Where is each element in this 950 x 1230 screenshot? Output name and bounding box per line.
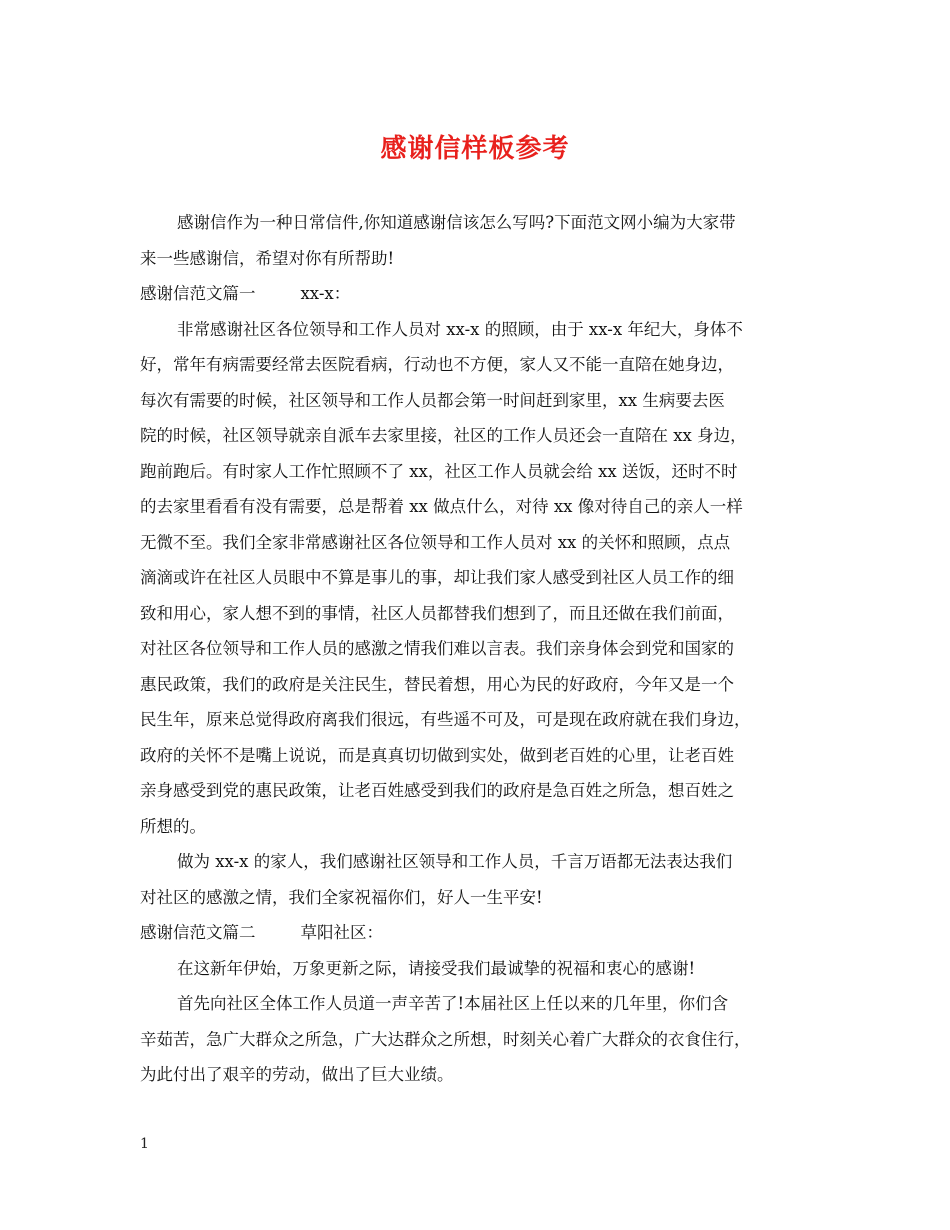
paragraph	[140, 312, 820, 845]
text-line: 的去家里看看有没有需要，总是帮着 xx 做点什么，对待 xx 像对待自己的亲人一样	[140, 497, 743, 516]
text-line: 辛茹苦，急广大群众之所急，广大达群众之所想，时刻关心着广大群众的衣食住行，	[140, 1029, 751, 1049]
salutation: 草阳社区：	[300, 923, 383, 942]
page-number: 1	[140, 1136, 149, 1152]
text-line: 政府的关怀不是嘴上说说，而是真真切切做到实处，做到老百姓的心里，让老百姓	[140, 745, 734, 765]
document-title: 感谢信样板参考	[380, 134, 570, 164]
text-line: 好，常年有病需要经常去医院看病，行动也不方便，家人又不能一直陪在她身边，	[140, 355, 734, 374]
text-line: 跑前跑后。有时家人工作忙照顾不了 xx，社区工作人员就会给 xx 送饭，还时不时	[140, 461, 738, 481]
paragraph	[140, 951, 820, 987]
text-line: 来一些感谢信，希望对你有所帮助!	[140, 248, 395, 268]
text-line: 每次有需要的时候，社区领导和工作人员都会第一时间赶到家里，xx 生病要去医	[140, 390, 725, 410]
text-line: 首先向社区全体工作人员道一声辛苦了!本届社区上任以来的几年里，你们含	[177, 994, 729, 1013]
text-line: 亲身感受到党的惠民政策，让老百姓感受到我们的政府是急百姓之所急，想百姓之	[140, 781, 734, 800]
text-line: 非常感谢社区各位领导和工作人员对 xx-x 的照顾，由于 xx-x 年纪大，身体不	[177, 319, 743, 339]
text-line: 院的时候，社区领导就亲自派车去家里接，社区的工作人员还会一直陪在 xx 身边，	[140, 426, 747, 445]
salutation: xx-x：	[300, 284, 351, 303]
text-line: 对社区的感激之情，我们全家祝福你们，好人一生平安!	[140, 887, 543, 907]
text-line: 所想的。	[140, 816, 206, 836]
text-line: 感谢信作为一种日常信件,你知道感谢信该怎么写吗?下面范文网小编为大家带	[177, 213, 736, 232]
text-line: 对社区各位领导和工作人员的感激之情我们难以言表。我们亲身体会到党和国家的	[140, 639, 734, 658]
text-line: 民生年，原来总觉得政府离我们很远，有些遥不可及，可是现在政府就在我们身边，	[140, 710, 751, 729]
section-heading-2	[140, 915, 820, 951]
text-line: 滴滴或许在社区人员眼中不算是事儿的事，却让我们家人感受到社区人员工作的细	[140, 568, 734, 587]
paragraph	[140, 844, 820, 915]
intro-paragraph	[140, 205, 820, 276]
text-line: 做为 xx-x 的家人，我们感谢社区领导和工作人员，千言万语都无法表达我们	[177, 852, 733, 871]
paragraph	[140, 986, 820, 1093]
text-line: 致和用心，家人想不到的事情，社区人员都替我们想到了，而且还做在我们前面，	[140, 603, 734, 623]
text-line: 为此付出了艰辛的劳动，做出了巨大业绩。	[140, 1065, 454, 1084]
text-line: 在这新年伊始，万象更新之际，请接受我们最诚挚的祝福和衷心的感谢!	[177, 958, 696, 978]
section-title: 感谢信范文篇二	[140, 923, 256, 942]
section-heading-1	[140, 276, 820, 312]
text-line: 惠民政策，我们的政府是关注民生，替民着想，用心为民的好政府，今年又是一个	[140, 674, 734, 694]
document-body	[140, 205, 820, 1093]
text-line: 无微不至。我们全家非常感谢社区各位领导和工作人员对 xx 的关怀和照顾，点点	[140, 532, 731, 552]
section-title: 感谢信范文篇一	[140, 284, 256, 303]
